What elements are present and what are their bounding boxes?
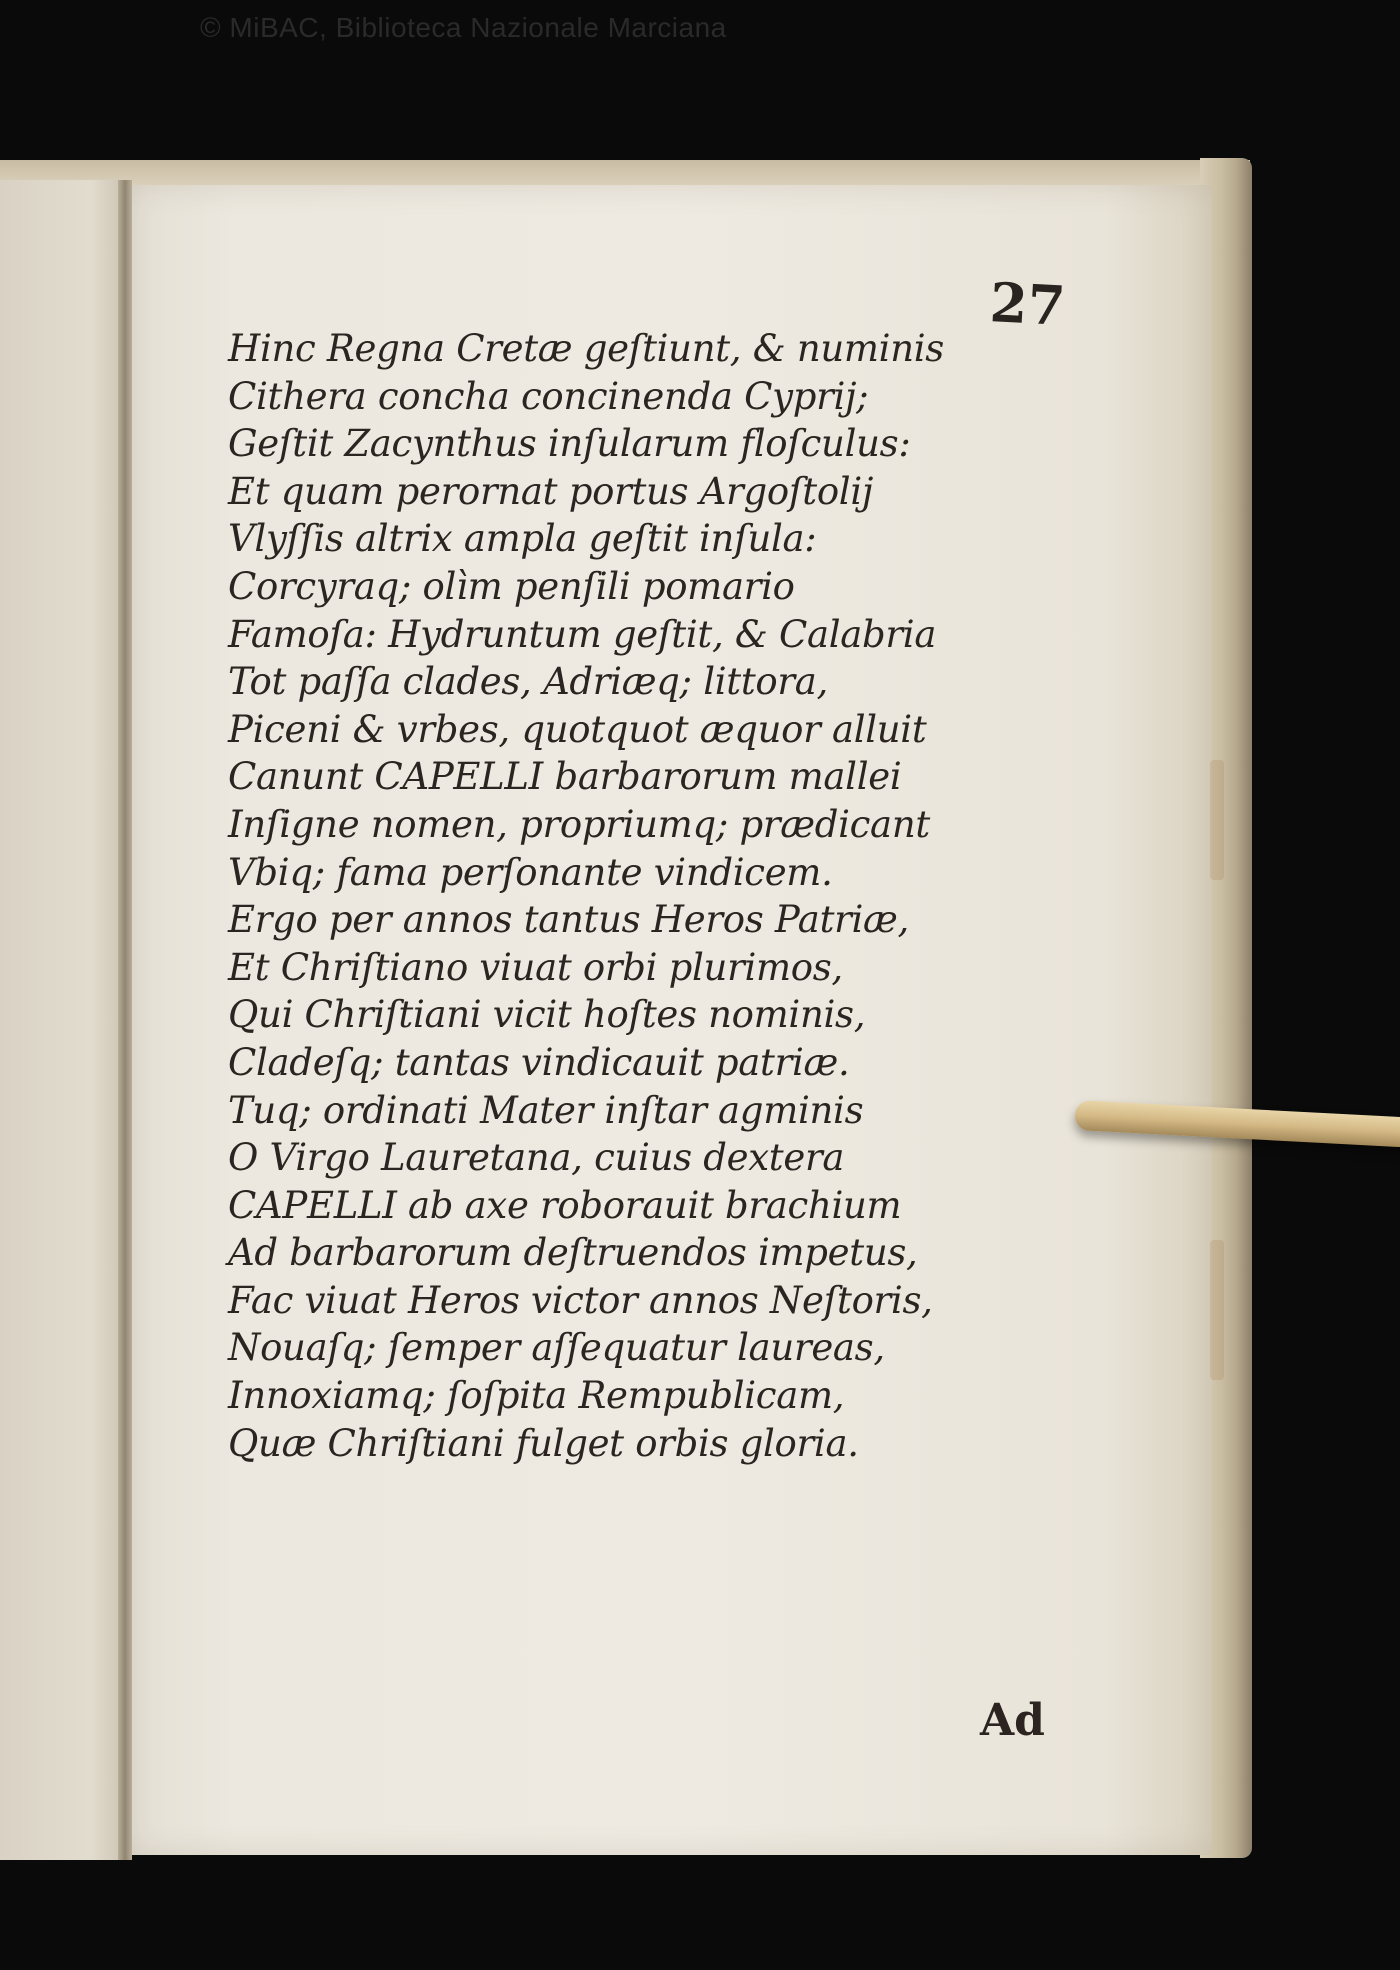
verse-text xyxy=(228,325,1048,1467)
verse-line: Cladeſq; tantas vindicauit patriæ. xyxy=(228,1040,850,1084)
book-gutter xyxy=(118,180,132,1860)
catchword: Ad xyxy=(980,1695,1045,1746)
verse-line: Innoxiamq; ſoſpita Rempublicam, xyxy=(228,1374,845,1418)
verse-line: Canunt CAPELLI barbarorum mallei xyxy=(228,755,902,799)
verse-line: Nouaſq; ſemper aſſequatur laureas, xyxy=(228,1326,885,1370)
verse-line: Inſigne nomen, propriumq; prædicant xyxy=(228,802,930,846)
verse-line: Vlyſſis altrix ampla geſtit inſula: xyxy=(228,517,817,561)
verse-line: Piceni & vrbes, quotquot æquor alluit xyxy=(228,707,927,751)
verse-line: Fac viuat Heros victor annos Neſtoris, xyxy=(228,1278,933,1322)
left-page-edge xyxy=(0,180,130,1860)
verse-line: Geſtit Zacynthus inſularum floſculus: xyxy=(228,422,911,466)
verse-line: Tot paſſa clades, Adriæq; littora, xyxy=(228,660,828,704)
verse-line: Qui Chriſtiani vicit hoſtes nominis, xyxy=(228,993,866,1037)
verse-line: Hinc Regna Cretæ geſtiunt, & numinis xyxy=(228,327,944,370)
watermark: © MiBAC, Biblioteca Nazionale Marciana xyxy=(200,12,727,43)
verse-line: Cithera concha concinenda Cyprij; xyxy=(228,374,869,418)
verse-line: Corcyraq; olìm penſili pomario xyxy=(228,564,795,608)
verse-line: CAPELLI ab axe roborauit brachium xyxy=(228,1183,902,1227)
page-number: 27 xyxy=(988,270,1067,338)
verse-line: O Virgo Lauretana, cuius dextera xyxy=(228,1136,845,1180)
paper-stain xyxy=(1210,1240,1224,1380)
verse-line: Ergo per annos tantus Heros Patriæ, xyxy=(228,898,909,942)
verse-line: Ad barbarorum deſtruendos impetus, xyxy=(228,1231,918,1275)
verse-line: Quæ Chriſtiani fulget orbis gloria. xyxy=(228,1421,859,1465)
verse-line: Et quam perornat portus Argoſtolij xyxy=(228,469,874,513)
verse-line: Tuq; ordinati Mater inſtar agminis xyxy=(228,1088,864,1132)
verse-line: Famoſa: Hydruntum geſtit, & Calabria xyxy=(228,612,937,656)
verse-line: Et Chriſtiano viuat orbi plurimos, xyxy=(228,945,843,989)
paper-stain xyxy=(1210,760,1224,880)
verse-line: Vbiq; fama perſonante vindicem. xyxy=(228,850,833,894)
